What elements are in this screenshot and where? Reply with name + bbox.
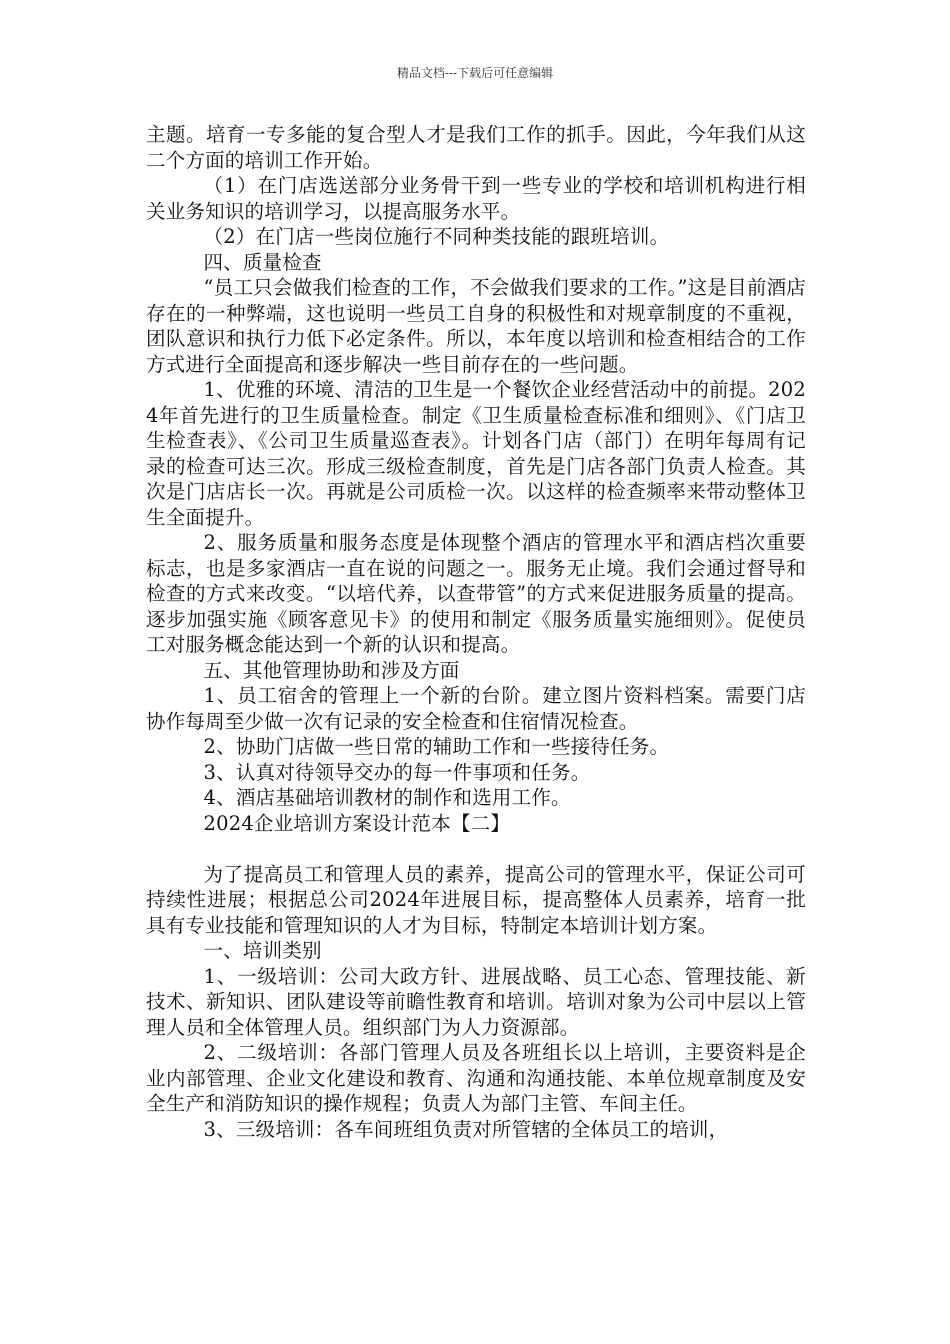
- paragraph: 3、三级培训：各车间班组负责对所管辖的全体员工的培训，: [203, 1117, 729, 1141]
- paragraph: 2、服务质量和服务态度是体现整个酒店的管理水平和酒店档次重要标志，也是多家酒店一直在说的问题之一。服务无止境。我们会通过督导和检查的方式来改变。“以培代养，以查带管”的方式来促进服务质量的提高。逐步加强实施《顾客意见卡》的使用和制定《服务质量实施细则》。促使员工对服务概念能达到一个新的认识和提高。: [146, 531, 806, 656]
- paragraph: 主题。培育一专多能的复合型人才是我们工作的抓手。因此，今年我们从这二个方面的培训工作开始。: [146, 123, 806, 172]
- paragraph: （1）在门店选送部分业务骨干到一些专业的学校和培训机构进行相关业务知识的培训学习，以提高服务水平。: [146, 174, 806, 223]
- document-body: [146, 122, 806, 1142]
- document-subtitle: 2024企业培训方案设计范本【二】: [203, 811, 511, 835]
- paragraph: 2、二级培训：各部门管理人员及各班组长以上培训，主要资料是企业内部管理、企业文化建设和教育、沟通和沟通技能、本单位规章制度及安全生产和消防知识的操作规程；负责人为部门主管、车间主任。: [146, 1041, 806, 1115]
- blank-line: [146, 836, 806, 862]
- paragraph: 为了提高员工和管理人员的素养，提高公司的管理水平，保证公司可持续性进展；根据总公司2024年进展目标，提高整体人员素养，培育一批具有专业技能和管理知识的人才为目标，特制定本培训计划方案。: [146, 862, 806, 937]
- paragraph: 3、认真对待领导交办的每一件事项和任务。: [203, 760, 591, 784]
- paragraph: “员工只会做我们检查的工作，不会做我们要求的工作。”这是目前酒店存在的一种弊端，这也说明一些员工自身的积极性和对规章制度的不重视，团队意识和执行力低下必定条件。所以，本年度以培训和检查相结合的工作方式进行全面提高和逐步解决一些目前存在的一些问题。: [146, 276, 806, 376]
- paragraph: 4、酒店基础培训教材的制作和选用工作。: [203, 786, 571, 809]
- paragraph: 2、协助门店做一些日常的辅助工作和一些接待任务。: [203, 735, 670, 758]
- section-heading: 四、质量检查: [203, 250, 322, 274]
- paragraph: 1、员工宿舍的管理上一个新的台阶。建立图片资料档案。需要门店协作每周至少做一次有记录的安全检查和住宿情况检查。: [146, 684, 806, 733]
- paragraph: （2）在门店一些岗位施行不同种类技能的跟班培训。: [203, 225, 670, 248]
- paragraph: 1、优雅的环境、清洁的卫生是一个餐饮企业经营活动中的前提。2024年首先进行的卫生质量检查。制定《卫生质量检查标准和细则》、《门店卫生检查表》、《公司卫生质量巡查表》。计划各门店（部门）在明年每周有记录的检查可达三次。形成三级检查制度，首先是门店各部门负责人检查。其次是门店店长一次。再就是公司质检一次。以这样的检查频率来带动整体卫生全面提升。: [146, 378, 806, 529]
- paragraph: 1、一级培训：公司大政方针、进展战略、员工心态、管理技能、新技术、新知识、团队建设等前瞻性教育和培训。培训对象为公司中层以上管理人员和全体管理人员。组织部门为人力资源部。: [146, 964, 806, 1039]
- page-header: 精品文档---下载后可任意编辑: [396, 66, 554, 80]
- section-heading: 五、其他管理协助和涉及方面: [203, 658, 460, 682]
- section-heading: 一、培训类别: [203, 939, 322, 962]
